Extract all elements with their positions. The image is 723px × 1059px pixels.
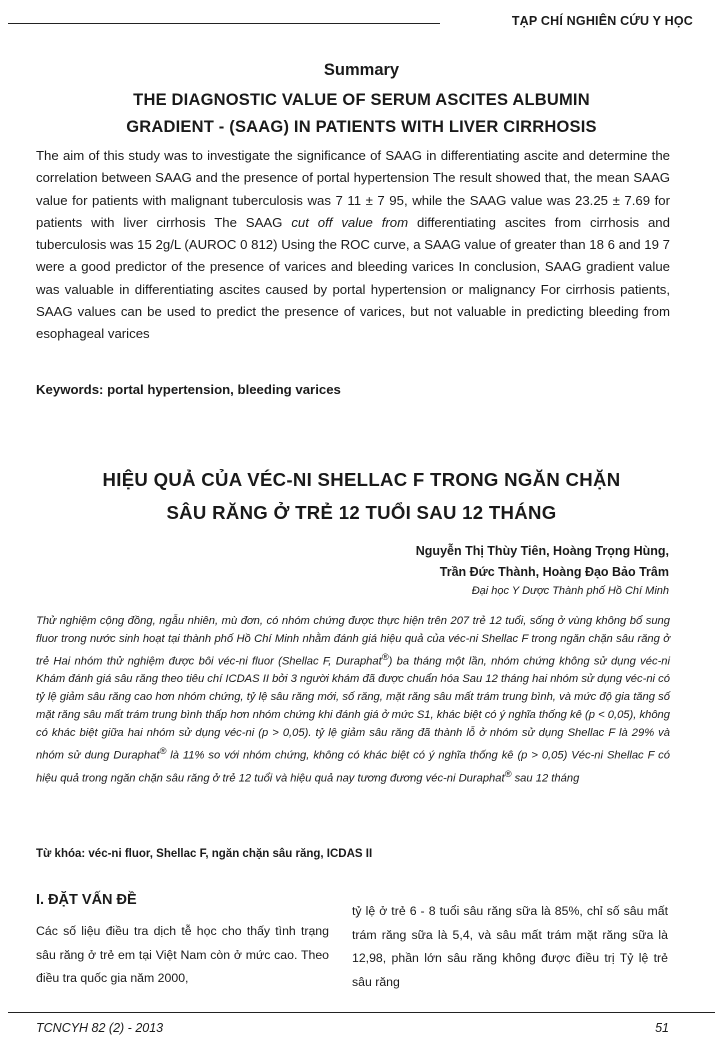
english-abstract-part-1: The aim of this study was to investigate the significance of SAAG in differentiating ascite and determine the correlation between SAAG and the presence of portal hypertension The result showed that, the mean SAAG value for patients with malignant tuberculosis was 7 11 ± 7 95, while the SAAG value was 23.25 ± 7.69 for patients with liver cirrhosis The SAAG [36,148,670,230]
body-column-right [352,900,668,994]
authors-line-1: Nguyễn Thị Thùy Tiên, Hoàng Trọng Hùng, [415,544,669,558]
vn-abstract-part-c: là 11% so với nhóm chứng, không có khác biệt có ý nghĩa thống kê (p > 0,05) Véc-ni Shellac F có hiệu quả trong ngăn chặn sâu răng ở trẻ 12 tuổi và hiệu quả nay tương đương véc-ni Duraphat [36,749,670,785]
registered-mark: ® [381,651,389,662]
vietnamese-keywords: Từ khóa: véc-ni fluor, Shellac F, ngăn chặn sâu răng, ICDAS II [36,848,373,860]
body-column-left [36,892,329,991]
article-title [40,463,683,529]
english-abstract-part-2: differentiating ascites from cirrhosis and tuberculosis was 15 2g/L (AUROC 0 812) Using the ROC curve, a SAAG value of greater than 18 6 and 19 7 were a good predictor of the presence of varices and bleeding varices In conclusion, SAAG gradient value was valuable in differentiating ascites caused by portal hypertension or malignancy For cirrhosis patients, SAAG values can be used to predict the presence of varices, but not valuable in predicting bleeding from esophageal varices [36,214,670,342]
vn-abstract-part-d: sau 12 tháng [511,772,580,785]
body-paragraph-left: Các số liệu điều tra dịch tễ học cho thấy tình trạng sâu răng ở trẻ em tại Việt Nam còn ở mức cao. Theo điều tra quốc gia năm 2000, [36,924,329,985]
english-keywords: Keywords: portal hypertension, bleeding varices [36,382,341,397]
body-paragraph-right: tỷ lệ ở trẻ 6 - 8 tuổi sâu răng sữa là 85%, chỉ số sâu mất trám răng sữa là 5,4, và sâu mất trám mặt răng sữa là 12,98, phần lớn sâu răng không được điều trị Tỷ lệ trẻ sâu răng [352,904,668,989]
running-header [0,14,723,34]
english-title [40,87,683,141]
authors-line-2: Trần Đức Thành, Hoàng Đạo Bảo Trâm [439,565,669,579]
registered-mark: ® [159,746,167,757]
english-title-line-2: GRADIENT - (SAAG) IN PATIENTS WITH LIVER CIRRHOSIS [126,118,597,136]
author-affiliation: Đại học Y Dược Thành phố Hồ Chí Minh [471,585,669,597]
author-list [416,541,669,583]
registered-mark: ® [504,768,512,779]
vn-abstract-part-b: ) ba tháng một lần, nhóm chứng không sử dụng véc-ni Khám đánh giá sâu răng theo tiêu chí ICDAS II bởi 3 người khám đã được chuẩn hóa Sau 12 tháng hai nhóm sử dụng véc-ni có tỷ lệ giảm sâu răng cao hơn nhóm chứng, tỷ lệ sâu răng mới, số răng, mặt răng sâu mất trám trung bình, và mức độ gia tăng số mặt răng sâu mất trám trung bình thấp hơn nhóm chứng khi đánh giá ở mức S1, khác biệt có ý nghĩa thống kê (p < 0,05), không có khác biệt giữa hai nhóm sử dụng véc-ni (p > 0,05). tỷ lệ giảm sâu răng đã thành lỗ ở nhóm sử dụng Shellac F là 29% và nhóm sử dung Duraphat [36,655,671,762]
article-title-line-1: HIỆU QUẢ CỦA VÉC-NI SHELLAC F TRONG NGĂN CHẶN [102,469,621,490]
english-title-line-1: THE DIAGNOSTIC VALUE OF SERUM ASCITES ALBUMIN [133,91,590,109]
journal-name: TẠP CHÍ NGHIÊN CỨU Y HỌC [511,14,693,28]
page-number: 51 [655,1021,669,1035]
vn-abstract-part-a: Thử nghiệm cộng đồng, ngẫu nhiên, mù đơn, có nhóm chứng được thực hiện trên 207 trẻ 12 tuổi, sống ở vùng không bổ sung fluor trong nước sinh hoạt tại thành phố Hồ Chí Minh nhằm đánh giá hiệu quả của véc-ni Shellac F trong ngăn chặn sâu răng ở trẻ Hai nhóm thử nghiệm được bôi véc-ni fluor (Shellac F, Duraphat [36,615,670,668]
summary-label: Summary [323,61,400,79]
english-abstract-italic: cut off value from [291,214,409,230]
section-heading: I. ĐẶT VẤN ĐỀ [36,892,137,908]
english-abstract [36,145,670,346]
header-rule [8,23,440,24]
journal-issue: TCNCYH 82 (2) - 2013 [36,1021,164,1035]
footer-rule [8,1012,715,1013]
article-title-line-2: SÂU RĂNG Ở TRẺ 12 TUỔI SAU 12 THÁNG [166,502,557,523]
vietnamese-abstract [36,613,670,788]
